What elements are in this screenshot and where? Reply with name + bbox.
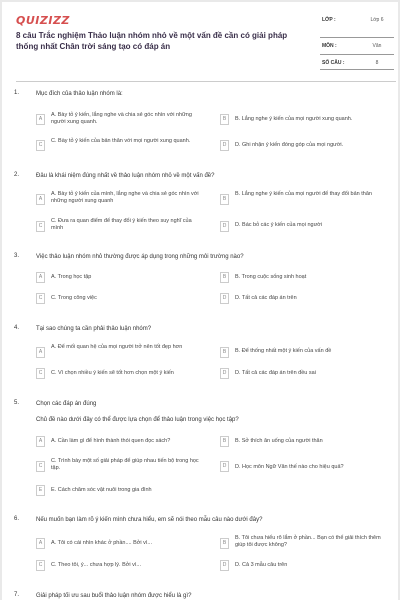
option-letter-badge: D bbox=[220, 140, 229, 151]
option-text: D. Học môn Ngữ Văn thế nào cho hiệu quả? bbox=[235, 464, 344, 470]
option-c[interactable] bbox=[36, 560, 206, 574]
question-text: Nếu muốn bạn làm rõ ý kiến mình chưa hiểu, em sẽ nói theo mẫu câu nào dưới đây? bbox=[36, 517, 263, 523]
option-text: C. Theo tôi, ý... chưa hợp lý. Bởi vì... bbox=[51, 562, 141, 568]
option-letter-badge: E bbox=[36, 485, 45, 496]
option-text: A. Để mối quan hệ của mọi người trở nên tốt đẹp hơn bbox=[51, 344, 183, 350]
option-a[interactable] bbox=[36, 191, 206, 211]
question-number: 3. bbox=[14, 253, 20, 259]
option-letter-badge: B bbox=[220, 194, 229, 205]
option-text: B. Tôi chưa hiểu rõ lắm ở phần... Bạn có thể giải thích thêm giúp tôi được không? bbox=[235, 535, 381, 548]
option-b[interactable] bbox=[220, 191, 390, 211]
option-text: C. Trong công việc bbox=[51, 295, 97, 301]
option-letter-badge: B bbox=[220, 272, 229, 283]
option-text: C. Vì chọn nhiều ý kiến sẽ tốt hơn chọn một ý kiến bbox=[51, 370, 174, 376]
option-a[interactable] bbox=[36, 272, 206, 286]
option-c[interactable] bbox=[36, 368, 206, 382]
question-text: Tại sao chúng ta cần phải thảo luận nhóm? bbox=[36, 326, 152, 332]
option-a[interactable] bbox=[36, 112, 206, 132]
question-number: 2. bbox=[14, 172, 20, 178]
option-c[interactable] bbox=[36, 293, 206, 307]
option-letter-badge: A bbox=[36, 114, 45, 125]
option-text: D. Ghi nhận ý kiến đóng góp của mọi người. bbox=[235, 142, 344, 148]
question-text: Giải pháp tối ưu sau buổi thảo luận nhóm được hiểu là gì? bbox=[36, 593, 192, 599]
option-letter-badge: C bbox=[36, 461, 45, 472]
option-e[interactable] bbox=[36, 485, 206, 499]
option-text: B. Lắng nghe ý kiến của mọi người xung quanh. bbox=[235, 116, 353, 122]
option-c[interactable] bbox=[36, 218, 206, 238]
option-text: A. Bày tỏ ý kiến, lắng nghe và chia sẻ góc nhìn với những người xung quanh. bbox=[51, 112, 192, 125]
option-text: C. Bày tỏ ý kiến của bản thân với mọi người xung quanh. bbox=[51, 138, 191, 144]
option-text: C. Đưa ra quan điểm để thay đổi ý kiến theo suy nghĩ của mình bbox=[51, 218, 192, 231]
option-letter-badge: D bbox=[220, 560, 229, 571]
option-b[interactable] bbox=[220, 112, 390, 132]
option-d[interactable] bbox=[220, 293, 390, 307]
option-letter-badge: D bbox=[220, 368, 229, 379]
question-text: Chọn các đáp án đúng bbox=[36, 401, 97, 407]
option-letter-badge: A bbox=[36, 194, 45, 205]
question-number: 7. bbox=[14, 592, 20, 598]
option-a[interactable] bbox=[36, 344, 206, 364]
option-letter-badge: C bbox=[36, 293, 45, 304]
option-text: D. Cả 3 mẫu câu trên bbox=[235, 562, 288, 568]
question-subtext: Chủ đề nào dưới đây có thể được lựa chọn để thảo luận trong việc học tập? bbox=[36, 417, 239, 423]
meta-label: MÔN : bbox=[322, 43, 337, 49]
option-text: D. Tất cả các đáp án trên đều sai bbox=[235, 370, 316, 376]
meta-label: LỚP : bbox=[322, 17, 336, 23]
option-text: B. Để thống nhất một ý kiến của vấn đề bbox=[235, 348, 332, 354]
option-text: A. Tôi có cái nhìn khác ở phần.... Bởi vì... bbox=[51, 540, 152, 546]
option-text: D. Bác bỏ các ý kiến của mọi người bbox=[235, 222, 323, 228]
option-b[interactable] bbox=[220, 436, 390, 450]
option-text: B. Lắng nghe ý kiến của mọi người để thay đổi bản thân bbox=[235, 191, 372, 197]
option-text: B. Trong cuộc sống sinh hoạt bbox=[235, 274, 307, 280]
option-a[interactable] bbox=[36, 538, 206, 552]
option-letter-badge: D bbox=[220, 293, 229, 304]
option-letter-badge: B bbox=[220, 538, 229, 549]
meta-label: SỐ CÂU : bbox=[322, 60, 345, 66]
question-text: Việc thảo luận nhóm nhỏ thường được áp dụng trong những môi trường nào? bbox=[36, 254, 244, 260]
question-text: Mục đích của thảo luận nhóm là: bbox=[36, 91, 123, 97]
option-letter-badge: D bbox=[220, 221, 229, 232]
worksheet-page bbox=[2, 2, 398, 600]
option-letter-badge: A bbox=[36, 347, 45, 358]
option-text: A. Cần làm gì để hình thành thói quen đọc sách? bbox=[51, 438, 171, 444]
option-letter-badge: A bbox=[36, 436, 45, 447]
option-letter-badge: B bbox=[220, 114, 229, 125]
option-letter-badge: B bbox=[220, 436, 229, 447]
question-number: 1. bbox=[14, 90, 20, 96]
option-d[interactable] bbox=[220, 138, 390, 158]
question-text: Đâu là khái niệm đúng nhất về thảo luận nhóm nhỏ về một vấn đề? bbox=[36, 173, 215, 179]
meta-value: 8 bbox=[375, 60, 379, 66]
option-text: A. Bày tỏ ý kiến của mình, lắng nghe và chia sẻ góc nhìn với những người xung quanh bbox=[51, 191, 199, 204]
option-c[interactable] bbox=[36, 458, 206, 478]
option-letter-badge: A bbox=[36, 538, 45, 549]
option-text: D. Tất cả các đáp án trên bbox=[235, 295, 297, 301]
meta-table bbox=[320, 12, 394, 70]
option-text: C. Trình bày một số giải pháp để giúp nhau tiến bộ trong học tập. bbox=[51, 458, 199, 471]
option-b[interactable] bbox=[220, 344, 390, 364]
option-letter-badge: C bbox=[36, 368, 45, 379]
question-number: 4. bbox=[14, 325, 20, 331]
option-letter-badge: B bbox=[220, 347, 229, 358]
option-letter-badge: A bbox=[36, 272, 45, 283]
worksheet-header bbox=[2, 2, 398, 82]
option-d[interactable] bbox=[220, 368, 390, 382]
option-text: E. Cách chăm sóc vật nuôi trong gia đình bbox=[51, 487, 152, 493]
option-b[interactable] bbox=[220, 272, 390, 286]
question-number: 5. bbox=[14, 400, 20, 406]
option-letter-badge: C bbox=[36, 560, 45, 571]
option-text: B. Sở thích ăn uống của người thân bbox=[235, 438, 323, 444]
option-d[interactable] bbox=[220, 458, 390, 478]
worksheet-title: 8 câu Trắc nghiệm Thảo luận nhóm nhỏ về một vấn đề cần có giải pháp thống nhất Chân trời sáng tạo có đáp án bbox=[16, 31, 288, 51]
meta-value: Lớp 6 bbox=[370, 17, 384, 23]
option-letter-badge: C bbox=[36, 221, 45, 232]
meta-row-count bbox=[320, 55, 394, 70]
question-number: 6. bbox=[14, 516, 20, 522]
option-c[interactable] bbox=[36, 138, 206, 158]
meta-value: Văn bbox=[372, 43, 382, 49]
option-a[interactable] bbox=[36, 436, 206, 450]
option-text: A. Trong học tập bbox=[51, 274, 92, 280]
option-d[interactable] bbox=[220, 218, 390, 238]
option-b[interactable] bbox=[220, 535, 390, 555]
meta-row-subject bbox=[320, 38, 394, 55]
option-letter-badge: D bbox=[220, 461, 229, 472]
quizizz-logo: QUIZIZZ bbox=[16, 14, 70, 27]
option-d[interactable] bbox=[220, 560, 390, 574]
option-letter-badge: C bbox=[36, 140, 45, 151]
meta-row-class bbox=[320, 12, 394, 38]
header-divider bbox=[16, 81, 396, 82]
